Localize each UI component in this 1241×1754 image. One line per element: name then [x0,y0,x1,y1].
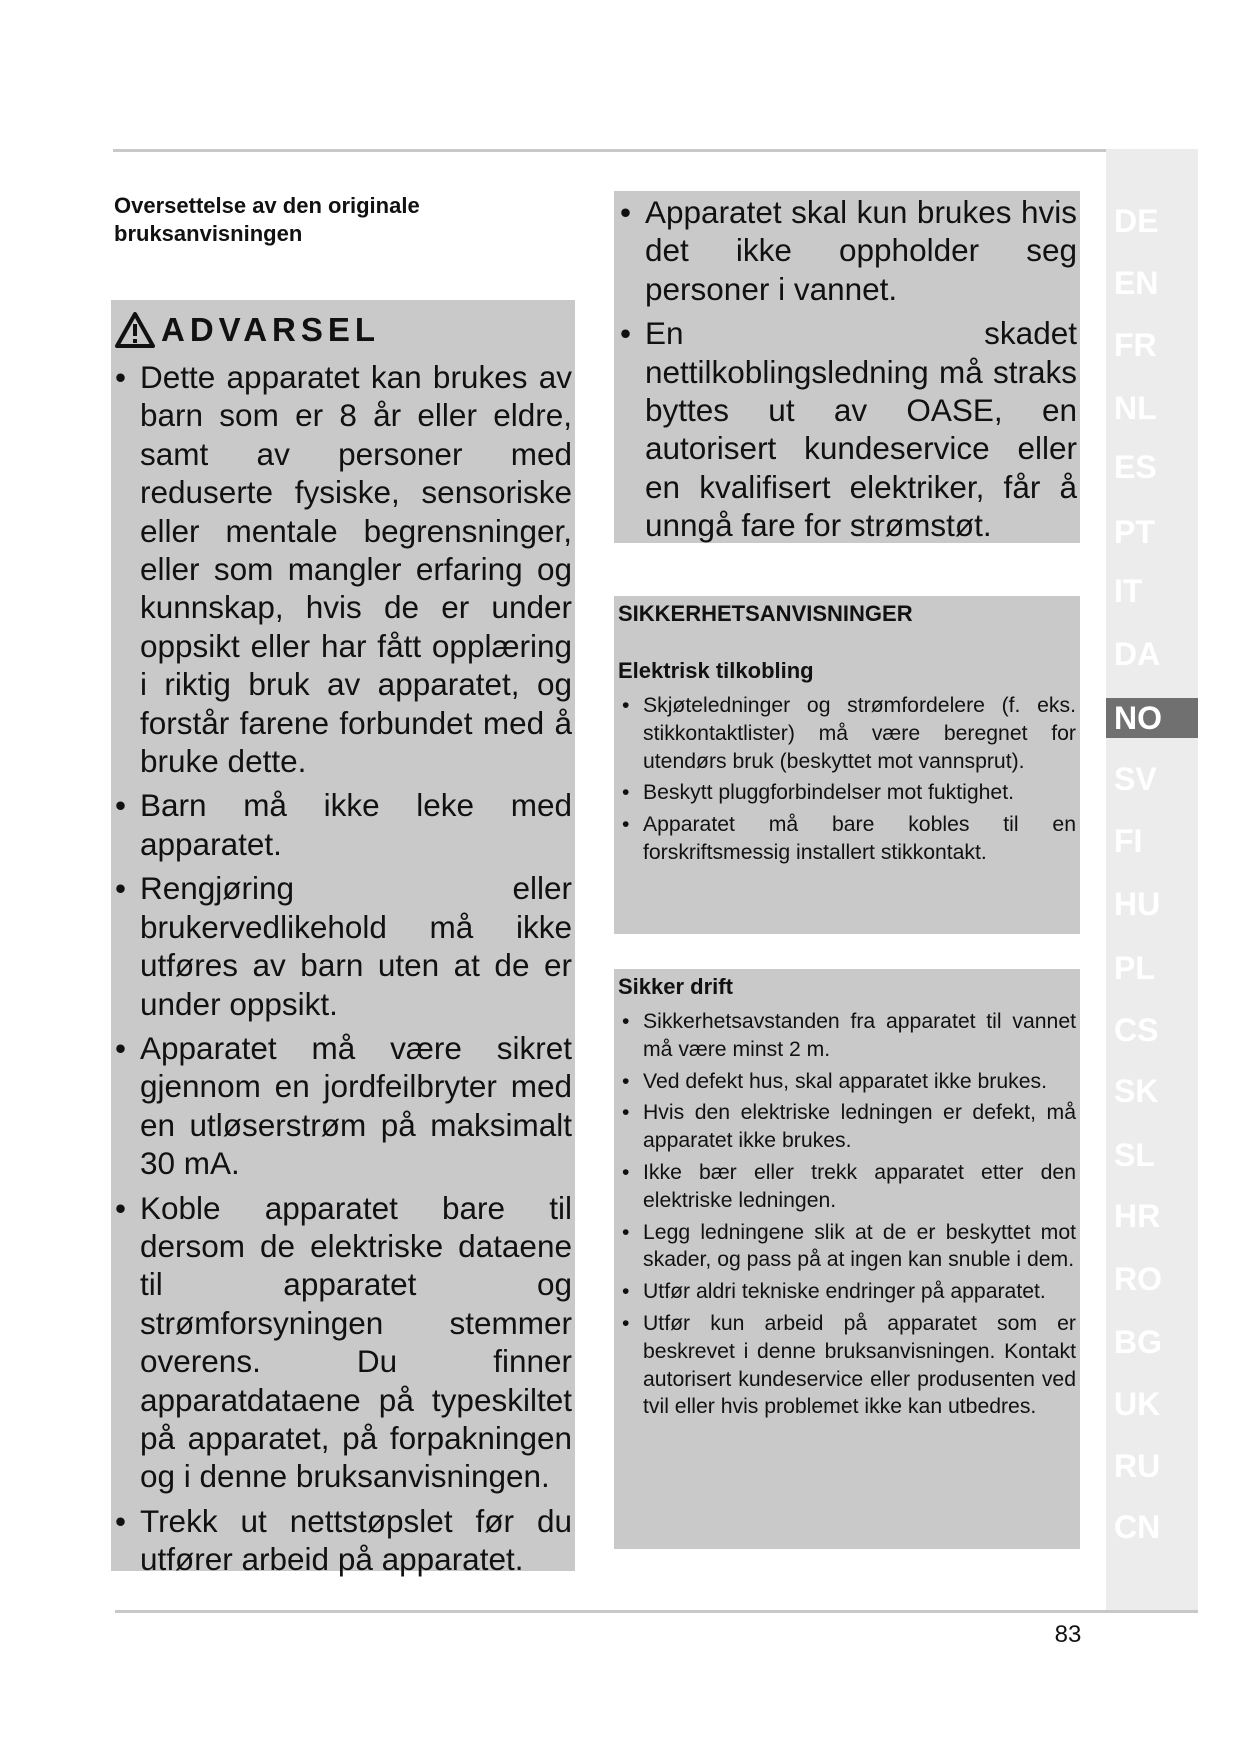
warning-item: • Barn må ikke leke med apparatet. [115,786,572,863]
language-tab-pt[interactable]: PT [1114,514,1155,550]
language-tab-uk[interactable]: UK [1114,1386,1161,1422]
warning-triangle-icon [115,312,155,348]
electrical-connection-heading: Elektrisk tilkobling [618,658,814,683]
warning-item: • Trekk ut nettstøpslet før du utfører arbeid på apparatet. [115,1502,572,1579]
bottom-rule [115,1610,1198,1613]
warning-item: • Dette apparatet kan brukes av barn som er 8 år eller eldre, samt av personer med reduserte fysiske, sensoriske eller mentale begrensninger, eller som mangler erfaring og kunnskap, hvis de er under oppsikt eller har fått opplæring i riktig bruk av apparatet, og forstår farene forbundet med å bruke dette. [115,358,572,780]
language-tab-en[interactable]: EN [1114,265,1159,301]
warning-item: • Rengjøring eller brukervedlikehold må ikke utføres av barn uten at de er under oppsikt. [115,869,572,1023]
safety-item: • Skjøteledninger og strømfordelere (f. eks. stikkontaktlister) må være beregnet for utendørs bruk (beskyttet mot vannsprut). [618,692,1076,775]
operation-item: • Hvis den elektriske ledningen er defekt, må apparatet ikke brukes. [618,1099,1076,1155]
operation-item: • Legg ledningene slik at de er beskyttet mot skader, og pass på at ingen kan snuble i dem. [618,1219,1076,1275]
operation-item: • Ikke bær eller trekk apparatet etter den elektriske ledningen. [618,1159,1076,1215]
operation-item: • Ved defekt hus, skal apparatet ikke brukes. [618,1068,1076,1096]
language-tab-sl[interactable]: SL [1114,1137,1155,1173]
language-sidebar [1106,149,1198,1610]
warning-box [111,300,575,1578]
warning-item: • Apparatet må være sikret gjennom en jordfeilbryter med en utløserstrøm på maksimalt 30 mA. [115,1029,572,1183]
top-rule [113,149,1198,152]
safety-item: • Beskytt pluggforbindelser mot fuktighet. [618,779,1076,807]
safety-heading: SIKKERHETSANVISNINGER [618,601,913,626]
page-number: 83 [1054,1621,1082,1648]
warning-item: • En skadet nettilkoblingsledning må straks byttes ut av OASE, en autorisert kundeservice eller en kvalifisert elektriker, får å unngå fare for strømstøt. [620,314,1077,544]
language-tab-de[interactable]: DE [1114,203,1159,239]
language-tab-es[interactable]: ES [1114,449,1157,485]
language-tab-pl[interactable]: PL [1114,950,1155,986]
language-tab-fi[interactable]: FI [1114,823,1143,859]
language-tab-hr[interactable]: HR [1114,1198,1161,1234]
warning-continued-box [614,191,1080,543]
warning-item: • Apparatet skal kun brukes hvis det ikke oppholder seg personer i vannet. [620,193,1077,308]
electrical-connection-list [618,692,1076,867]
language-tab-cn[interactable]: CN [1114,1509,1161,1545]
warning-continued-list [620,193,1077,545]
language-tab-cs[interactable]: CS [1114,1012,1159,1048]
warning-list [115,358,572,1579]
warning-item: • Koble apparatet bare til dersom de elektriske dataene til apparatet og strømforsyningen stemmer overens. Du finner apparatdataene på typeskiltet på apparatet, på forpakningen og i denne bruksanvisningen. [115,1189,572,1496]
language-tab-ru[interactable]: RU [1114,1448,1161,1484]
language-tab-da[interactable]: DA [1114,636,1161,672]
safety-item: • Apparatet må bare kobles til en forskriftsmessig installert stikkontakt. [618,811,1076,867]
safe-operation-heading: Sikker drift [618,974,733,999]
language-tab-sv[interactable]: SV [1114,761,1157,797]
language-tab-it[interactable]: IT [1114,573,1143,609]
operation-item: • Utfør kun arbeid på apparatet som er beskrevet i denne bruksanvisningen. Kontakt autorisert kundeservice eller produsenten ved tvil eller hvis problemet ikke kan utbedres. [618,1310,1076,1421]
operation-item: • Sikkerhetsavstanden fra apparatet til vannet må være minst 2 m. [618,1008,1076,1064]
language-tab-hu[interactable]: HU [1114,886,1161,922]
document-title: Oversettelse av den originale bruksanvisningen [114,193,420,246]
safe-operation-box [614,969,1080,1549]
language-tab-ro[interactable]: RO [1114,1261,1162,1297]
language-tab-fr[interactable]: FR [1114,327,1157,363]
safe-operation-list [618,1008,1076,1421]
safety-instructions-box [614,596,1080,934]
warning-heading [115,302,572,358]
language-tab-no[interactable]: NO [1106,698,1198,738]
warning-heading-text: ADVARSEL [161,311,381,348]
language-tab-nl[interactable]: NL [1114,390,1157,426]
language-tab-sk[interactable]: SK [1114,1073,1159,1109]
language-tab-bg[interactable]: BG [1114,1324,1162,1360]
operation-item: • Utfør aldri tekniske endringer på apparatet. [618,1278,1076,1306]
